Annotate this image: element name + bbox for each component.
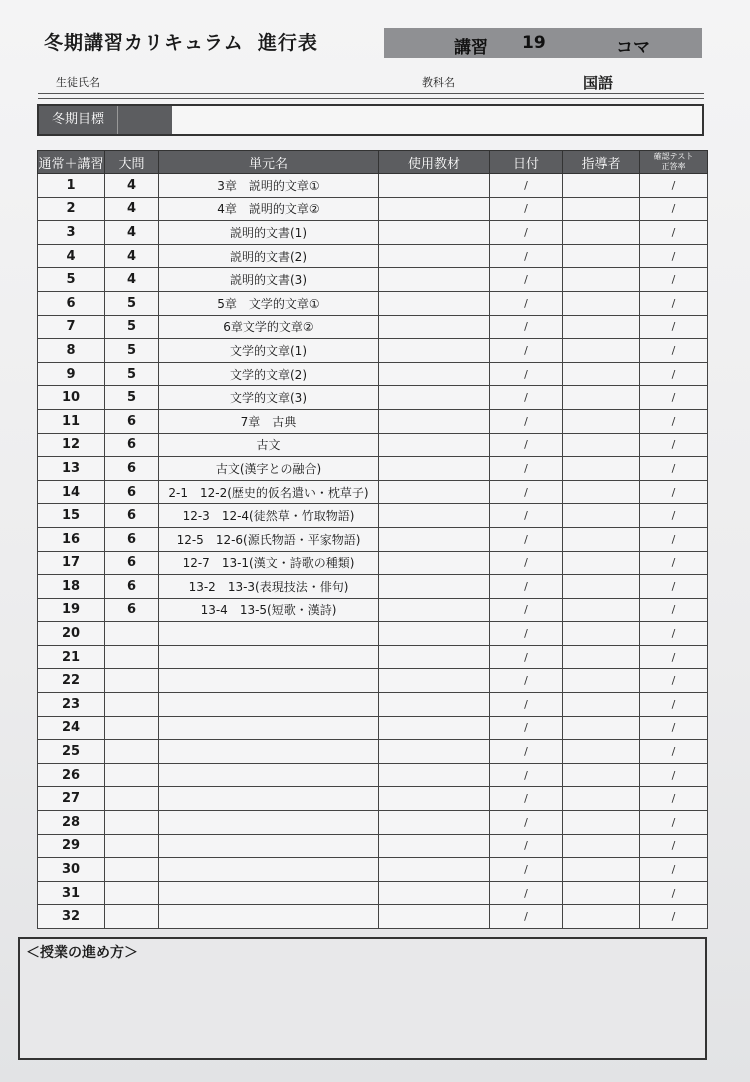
lesson-number: 13 <box>38 457 105 481</box>
test-rate-cell[interactable]: / <box>640 858 708 882</box>
teacher-cell[interactable] <box>563 598 640 622</box>
unit-name <box>159 763 379 787</box>
table-row <box>38 315 708 339</box>
teacher-cell[interactable] <box>563 716 640 740</box>
material-cell[interactable] <box>379 622 490 646</box>
table-row <box>38 504 708 528</box>
date-cell[interactable]: / <box>490 598 563 622</box>
teacher-cell[interactable] <box>563 527 640 551</box>
date-cell[interactable]: / <box>490 386 563 410</box>
test-rate-cell[interactable]: / <box>640 645 708 669</box>
material-cell[interactable] <box>379 409 490 433</box>
page-title <box>44 28 318 55</box>
table-row <box>38 881 708 905</box>
lesson-number: 11 <box>38 409 105 433</box>
material-cell[interactable] <box>379 268 490 292</box>
chapter-number <box>105 622 159 646</box>
unit-name <box>159 881 379 905</box>
unit-name <box>159 645 379 669</box>
date-cell[interactable]: / <box>490 905 563 929</box>
col-lesson: 通常＋講習 <box>38 151 105 174</box>
unit-name: 12-5 12-6(源氏物語・平家物語) <box>159 527 379 551</box>
lesson-number: 16 <box>38 527 105 551</box>
test-rate-cell[interactable]: / <box>640 834 708 858</box>
teacher-cell[interactable] <box>563 244 640 268</box>
unit-name <box>159 811 379 835</box>
material-cell[interactable] <box>379 881 490 905</box>
chapter-number <box>105 645 159 669</box>
teacher-cell[interactable] <box>563 834 640 858</box>
material-cell[interactable] <box>379 669 490 693</box>
lesson-method-box[interactable] <box>18 937 707 1060</box>
lesson-number: 25 <box>38 740 105 764</box>
date-cell[interactable]: / <box>490 362 563 386</box>
unit-name: 文学的文章(1) <box>159 339 379 363</box>
date-cell[interactable]: / <box>490 834 563 858</box>
chapter-number: 6 <box>105 457 159 481</box>
material-cell[interactable] <box>379 834 490 858</box>
date-cell[interactable]: / <box>490 244 563 268</box>
material-cell[interactable] <box>379 811 490 835</box>
test-rate-cell[interactable]: / <box>640 339 708 363</box>
date-cell[interactable]: / <box>490 221 563 245</box>
material-cell[interactable] <box>379 457 490 481</box>
material-cell[interactable] <box>379 244 490 268</box>
col-test-rate <box>640 151 708 174</box>
material-cell[interactable] <box>379 645 490 669</box>
test-rate-cell[interactable]: / <box>640 480 708 504</box>
table-row <box>38 221 708 245</box>
lesson-number: 29 <box>38 834 105 858</box>
material-cell[interactable] <box>379 315 490 339</box>
material-cell[interactable] <box>379 763 490 787</box>
lesson-number: 21 <box>38 645 105 669</box>
lesson-number: 4 <box>38 244 105 268</box>
lesson-number: 3 <box>38 221 105 245</box>
teacher-cell[interactable] <box>563 433 640 457</box>
table-row <box>38 905 708 929</box>
teacher-cell[interactable] <box>563 622 640 646</box>
material-cell[interactable] <box>379 905 490 929</box>
unit-name: 古文 <box>159 433 379 457</box>
lesson-number: 5 <box>38 268 105 292</box>
lesson-number: 26 <box>38 763 105 787</box>
unit-name <box>159 622 379 646</box>
col-unit: 単元名 <box>159 151 379 174</box>
material-cell[interactable] <box>379 504 490 528</box>
table-row <box>38 409 708 433</box>
teacher-cell[interactable] <box>563 386 640 410</box>
chapter-number: 6 <box>105 551 159 575</box>
title-sub: 進行表 <box>257 32 318 54</box>
test-rate-cell[interactable]: / <box>640 622 708 646</box>
date-cell[interactable]: / <box>490 409 563 433</box>
date-cell[interactable]: / <box>490 645 563 669</box>
chapter-number: 5 <box>105 339 159 363</box>
test-rate-cell[interactable]: / <box>640 457 708 481</box>
material-cell[interactable] <box>379 716 490 740</box>
unit-name <box>159 787 379 811</box>
teacher-cell[interactable] <box>563 905 640 929</box>
table-row <box>38 551 708 575</box>
material-cell[interactable] <box>379 291 490 315</box>
teacher-cell[interactable] <box>563 575 640 599</box>
table-row <box>38 268 708 292</box>
chapter-number <box>105 881 159 905</box>
test-rate-cell[interactable]: / <box>640 386 708 410</box>
test-rate-cell[interactable]: / <box>640 291 708 315</box>
lesson-number: 12 <box>38 433 105 457</box>
material-cell[interactable] <box>379 740 490 764</box>
material-cell[interactable] <box>379 480 490 504</box>
student-name-label: 生徒氏名 <box>56 76 100 89</box>
table-row <box>38 834 708 858</box>
teacher-cell[interactable] <box>563 811 640 835</box>
teacher-cell[interactable] <box>563 268 640 292</box>
koma-count: 19 <box>522 33 546 53</box>
material-cell[interactable] <box>379 386 490 410</box>
date-cell[interactable]: / <box>490 763 563 787</box>
date-cell[interactable]: / <box>490 291 563 315</box>
table-row <box>38 787 708 811</box>
col-material: 使用教材 <box>379 151 490 174</box>
date-cell[interactable]: / <box>490 197 563 221</box>
lesson-number: 23 <box>38 693 105 717</box>
lesson-number: 32 <box>38 905 105 929</box>
teacher-cell[interactable] <box>563 504 640 528</box>
material-cell[interactable] <box>379 174 490 198</box>
test-rate-cell[interactable]: / <box>640 244 708 268</box>
chapter-number: 4 <box>105 244 159 268</box>
teacher-cell[interactable] <box>563 339 640 363</box>
test-rate-cell[interactable]: / <box>640 693 708 717</box>
material-cell[interactable] <box>379 858 490 882</box>
lesson-number: 20 <box>38 622 105 646</box>
unit-name <box>159 693 379 717</box>
teacher-cell[interactable] <box>563 221 640 245</box>
chapter-number: 4 <box>105 268 159 292</box>
unit-name: 12-3 12-4(徒然草・竹取物語) <box>159 504 379 528</box>
test-rate-cell[interactable]: / <box>640 315 708 339</box>
chapter-number <box>105 740 159 764</box>
unit-name: 古文(漢字との融合) <box>159 457 379 481</box>
winter-goal-label-cell <box>117 106 172 134</box>
material-cell[interactable] <box>379 339 490 363</box>
date-cell[interactable]: / <box>490 504 563 528</box>
table-row <box>38 244 708 268</box>
material-cell[interactable] <box>379 575 490 599</box>
lesson-number: 9 <box>38 362 105 386</box>
table-row <box>38 480 708 504</box>
unit-name <box>159 858 379 882</box>
date-cell[interactable]: / <box>490 575 563 599</box>
table-row <box>38 669 708 693</box>
date-cell[interactable]: / <box>490 480 563 504</box>
teacher-cell[interactable] <box>563 174 640 198</box>
date-cell[interactable]: / <box>490 740 563 764</box>
material-cell[interactable] <box>379 197 490 221</box>
subject-label: 教科名 <box>422 76 455 89</box>
lesson-number: 7 <box>38 315 105 339</box>
table-body <box>38 174 708 929</box>
teacher-cell[interactable] <box>563 457 640 481</box>
unit-name: 説明的文書(1) <box>159 221 379 245</box>
teacher-cell[interactable] <box>563 362 640 386</box>
chapter-number <box>105 905 159 929</box>
curriculum-table <box>37 150 708 929</box>
teacher-cell[interactable] <box>563 858 640 882</box>
table-row <box>38 386 708 410</box>
table-row <box>38 740 708 764</box>
date-cell[interactable]: / <box>490 811 563 835</box>
date-cell[interactable]: / <box>490 693 563 717</box>
table-row <box>38 645 708 669</box>
lesson-number: 28 <box>38 811 105 835</box>
col-test-line1: 確認テスト <box>653 152 694 161</box>
test-rate-cell[interactable]: / <box>640 197 708 221</box>
table-row <box>38 433 708 457</box>
lesson-number: 31 <box>38 881 105 905</box>
chapter-number <box>105 763 159 787</box>
col-teacher: 指導者 <box>563 151 640 174</box>
teacher-cell[interactable] <box>563 551 640 575</box>
test-rate-cell[interactable]: / <box>640 221 708 245</box>
chapter-number: 4 <box>105 221 159 245</box>
date-cell[interactable]: / <box>490 268 563 292</box>
chapter-number: 6 <box>105 575 159 599</box>
test-rate-cell[interactable]: / <box>640 763 708 787</box>
material-cell[interactable] <box>379 221 490 245</box>
lesson-number: 10 <box>38 386 105 410</box>
test-rate-cell[interactable]: / <box>640 268 708 292</box>
teacher-cell[interactable] <box>563 315 640 339</box>
unit-name: 13-2 13-3(表現技法・俳句) <box>159 575 379 599</box>
test-rate-cell[interactable]: / <box>640 527 708 551</box>
teacher-cell[interactable] <box>563 669 640 693</box>
table-row <box>38 339 708 363</box>
col-chapter: 大問 <box>105 151 159 174</box>
unit-name: 文学的文章(2) <box>159 362 379 386</box>
lesson-number: 27 <box>38 787 105 811</box>
table-row <box>38 362 708 386</box>
table-header-row <box>38 151 708 174</box>
table-row <box>38 575 708 599</box>
chapter-number <box>105 669 159 693</box>
chapter-number <box>105 716 159 740</box>
teacher-cell[interactable] <box>563 291 640 315</box>
teacher-cell[interactable] <box>563 693 640 717</box>
unit-name: 2-1 12-2(歴史的仮名遣い・枕草子) <box>159 480 379 504</box>
unit-name: 12-7 13-1(漢文・詩歌の種類) <box>159 551 379 575</box>
test-rate-cell[interactable]: / <box>640 811 708 835</box>
teacher-cell[interactable] <box>563 197 640 221</box>
table-row <box>38 527 708 551</box>
date-cell[interactable]: / <box>490 881 563 905</box>
material-cell[interactable] <box>379 551 490 575</box>
lesson-method-label: ＜授業の進め方＞ <box>26 945 138 961</box>
date-cell[interactable]: / <box>490 787 563 811</box>
table-row <box>38 716 708 740</box>
table-row <box>38 291 708 315</box>
chapter-number: 6 <box>105 480 159 504</box>
date-cell[interactable]: / <box>490 669 563 693</box>
unit-name: 説明的文書(3) <box>159 268 379 292</box>
unit-name: 4章 説明的文章② <box>159 197 379 221</box>
table-row <box>38 858 708 882</box>
lesson-number: 18 <box>38 575 105 599</box>
table-row <box>38 457 708 481</box>
unit-name <box>159 740 379 764</box>
teacher-cell[interactable] <box>563 645 640 669</box>
date-cell[interactable]: / <box>490 716 563 740</box>
date-cell[interactable]: / <box>490 551 563 575</box>
chapter-number: 6 <box>105 409 159 433</box>
winter-goal-label: 冬期目標 <box>39 106 117 134</box>
date-cell[interactable]: / <box>490 339 563 363</box>
test-rate-cell[interactable]: / <box>640 787 708 811</box>
teacher-cell[interactable] <box>563 409 640 433</box>
date-cell[interactable]: / <box>490 858 563 882</box>
teacher-cell[interactable] <box>563 480 640 504</box>
unit-name: 5章 文学的文章① <box>159 291 379 315</box>
unit-name: 6章文学的文章② <box>159 315 379 339</box>
table-row <box>38 811 708 835</box>
date-cell[interactable]: / <box>490 457 563 481</box>
table-row <box>38 763 708 787</box>
date-cell[interactable]: / <box>490 622 563 646</box>
material-cell[interactable] <box>379 433 490 457</box>
koma-label: 講習 <box>454 38 488 58</box>
col-test-line2: 正答率 <box>661 162 686 171</box>
test-rate-cell[interactable]: / <box>640 881 708 905</box>
test-rate-cell[interactable]: / <box>640 551 708 575</box>
lesson-number: 15 <box>38 504 105 528</box>
unit-name: 説明的文書(2) <box>159 244 379 268</box>
unit-name <box>159 834 379 858</box>
chapter-number: 4 <box>105 174 159 198</box>
chapter-number: 6 <box>105 504 159 528</box>
test-rate-cell[interactable]: / <box>640 740 708 764</box>
lesson-count-box <box>384 28 702 58</box>
date-cell[interactable]: / <box>490 433 563 457</box>
lesson-number: 1 <box>38 174 105 198</box>
chapter-number: 6 <box>105 598 159 622</box>
chapter-number: 5 <box>105 291 159 315</box>
chapter-number: 6 <box>105 433 159 457</box>
chapter-number: 4 <box>105 197 159 221</box>
lesson-number: 17 <box>38 551 105 575</box>
table-row <box>38 693 708 717</box>
test-rate-cell[interactable]: / <box>640 669 708 693</box>
material-cell[interactable] <box>379 598 490 622</box>
teacher-cell[interactable] <box>563 740 640 764</box>
lesson-number: 24 <box>38 716 105 740</box>
test-rate-cell[interactable]: / <box>640 905 708 929</box>
material-cell[interactable] <box>379 693 490 717</box>
chapter-number <box>105 811 159 835</box>
lesson-number: 19 <box>38 598 105 622</box>
chapter-number: 5 <box>105 386 159 410</box>
test-rate-cell[interactable]: / <box>640 575 708 599</box>
material-cell[interactable] <box>379 362 490 386</box>
table-row <box>38 197 708 221</box>
winter-goal-field[interactable] <box>37 104 704 136</box>
unit-name <box>159 905 379 929</box>
test-rate-cell[interactable]: / <box>640 504 708 528</box>
lesson-number: 22 <box>38 669 105 693</box>
teacher-cell[interactable] <box>563 763 640 787</box>
test-rate-cell[interactable]: / <box>640 174 708 198</box>
test-rate-cell[interactable]: / <box>640 362 708 386</box>
koma-unit: コマ <box>616 38 650 58</box>
unit-name <box>159 716 379 740</box>
chapter-number <box>105 858 159 882</box>
table-row <box>38 174 708 198</box>
unit-name: 7章 古典 <box>159 409 379 433</box>
header-divider <box>38 93 704 99</box>
lesson-number: 30 <box>38 858 105 882</box>
lesson-number: 6 <box>38 291 105 315</box>
chapter-number <box>105 787 159 811</box>
date-cell[interactable]: / <box>490 527 563 551</box>
lesson-number: 2 <box>38 197 105 221</box>
test-rate-cell[interactable]: / <box>640 716 708 740</box>
table-row <box>38 622 708 646</box>
material-cell[interactable] <box>379 527 490 551</box>
test-rate-cell[interactable]: / <box>640 409 708 433</box>
date-cell[interactable]: / <box>490 315 563 339</box>
unit-name: 3章 説明的文章① <box>159 174 379 198</box>
subject-value: 国語 <box>583 74 614 92</box>
chapter-number <box>105 834 159 858</box>
col-date: 日付 <box>490 151 563 174</box>
chapter-number: 6 <box>105 527 159 551</box>
unit-name: 文学的文章(3) <box>159 386 379 410</box>
test-rate-cell[interactable]: / <box>640 598 708 622</box>
table-row <box>38 598 708 622</box>
chapter-number: 5 <box>105 362 159 386</box>
unit-name <box>159 669 379 693</box>
title-main: 冬期講習カリキュラム <box>44 32 244 54</box>
test-rate-cell[interactable]: / <box>640 433 708 457</box>
teacher-cell[interactable] <box>563 881 640 905</box>
unit-name: 13-4 13-5(短歌・漢詩) <box>159 598 379 622</box>
chapter-number: 5 <box>105 315 159 339</box>
teacher-cell[interactable] <box>563 787 640 811</box>
date-cell[interactable]: / <box>490 174 563 198</box>
chapter-number <box>105 693 159 717</box>
lesson-number: 14 <box>38 480 105 504</box>
lesson-number: 8 <box>38 339 105 363</box>
material-cell[interactable] <box>379 787 490 811</box>
